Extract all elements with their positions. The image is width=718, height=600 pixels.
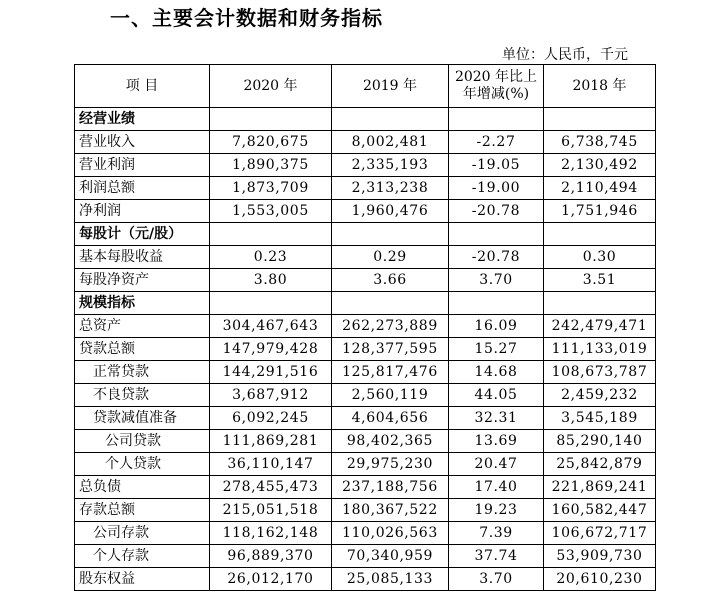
value-cell: -19.05 — [449, 154, 544, 177]
empty-cell — [332, 108, 449, 131]
header-2020: 2020 年 — [210, 65, 332, 108]
value-cell: 278,455,473 — [210, 476, 332, 499]
row-label: 营业收入 — [75, 131, 210, 154]
table-row — [75, 476, 656, 499]
value-cell: 221,869,241 — [544, 476, 656, 499]
value-cell: 2,459,232 — [544, 384, 656, 407]
value-cell: 3,687,912 — [210, 384, 332, 407]
page-title: 一、主要会计数据和财务指标 — [110, 6, 383, 30]
row-label: 不良贷款 — [75, 384, 210, 407]
value-cell: 0.30 — [544, 246, 656, 269]
header-change-line2: 年增减(%) — [462, 86, 530, 102]
value-cell: 180,367,522 — [332, 499, 449, 522]
value-cell: 160,582,447 — [544, 499, 656, 522]
row-label: 公司存款 — [75, 522, 210, 545]
value-cell: 3.80 — [210, 269, 332, 292]
row-label: 营业利润 — [75, 154, 210, 177]
table-row — [75, 361, 656, 384]
row-label: 公司贷款 — [75, 430, 210, 453]
value-cell: 1,890,375 — [210, 154, 332, 177]
value-cell: 7,820,675 — [210, 131, 332, 154]
empty-cell — [210, 292, 332, 315]
value-cell: 108,673,787 — [544, 361, 656, 384]
table-row — [75, 246, 656, 269]
header-item: 项 目 — [75, 65, 210, 108]
empty-cell — [332, 292, 449, 315]
value-cell: 98,402,365 — [332, 430, 449, 453]
value-cell: 70,340,959 — [332, 545, 449, 568]
table-row — [75, 430, 656, 453]
value-cell: 111,133,019 — [544, 338, 656, 361]
value-cell: 6,738,745 — [544, 131, 656, 154]
financial-indicators-table — [74, 64, 656, 591]
table-row — [75, 200, 656, 223]
value-cell: 215,051,518 — [210, 499, 332, 522]
header-change-line1: 2020 年比上 — [454, 69, 538, 85]
empty-cell — [449, 223, 544, 246]
value-cell: 125,817,476 — [332, 361, 449, 384]
section-label: 经营业绩 — [75, 108, 210, 131]
row-label: 贷款总额 — [75, 338, 210, 361]
row-label: 净利润 — [75, 200, 210, 223]
value-cell: 2,335,193 — [332, 154, 449, 177]
unit-label: 单位：人民币，千元 — [502, 47, 628, 63]
row-label: 存款总额 — [75, 499, 210, 522]
value-cell: 111,869,281 — [210, 430, 332, 453]
section-row — [75, 108, 656, 131]
section-row — [75, 223, 656, 246]
row-label: 总负债 — [75, 476, 210, 499]
value-cell: 3.51 — [544, 269, 656, 292]
value-cell: 3,545,189 — [544, 407, 656, 430]
empty-cell — [544, 108, 656, 131]
empty-cell — [449, 108, 544, 131]
header-change — [449, 65, 544, 108]
empty-cell — [332, 223, 449, 246]
value-cell: 242,479,471 — [544, 315, 656, 338]
value-cell: 110,026,563 — [332, 522, 449, 545]
row-label: 正常贷款 — [75, 361, 210, 384]
table-row — [75, 453, 656, 476]
value-cell: 1,751,946 — [544, 200, 656, 223]
value-cell: 0.23 — [210, 246, 332, 269]
table-row — [75, 154, 656, 177]
empty-cell — [210, 108, 332, 131]
value-cell: 25,085,133 — [332, 568, 449, 591]
table-row — [75, 338, 656, 361]
value-cell: 3.70 — [449, 568, 544, 591]
empty-cell — [210, 223, 332, 246]
value-cell: -19.00 — [449, 177, 544, 200]
value-cell: 26,012,170 — [210, 568, 332, 591]
value-cell: 304,467,643 — [210, 315, 332, 338]
table-row — [75, 522, 656, 545]
empty-cell — [544, 223, 656, 246]
table-row — [75, 499, 656, 522]
value-cell: 13.69 — [449, 430, 544, 453]
table-row — [75, 568, 656, 591]
row-label: 个人存款 — [75, 545, 210, 568]
value-cell: 19.23 — [449, 499, 544, 522]
row-label: 基本每股收益 — [75, 246, 210, 269]
header-2019: 2019 年 — [332, 65, 449, 108]
row-label: 每股净资产 — [75, 269, 210, 292]
value-cell: 2,110,494 — [544, 177, 656, 200]
value-cell: 16.09 — [449, 315, 544, 338]
row-label: 总资产 — [75, 315, 210, 338]
table-header-row — [75, 65, 656, 108]
row-label: 利润总额 — [75, 177, 210, 200]
value-cell: 1,553,005 — [210, 200, 332, 223]
value-cell: 96,889,370 — [210, 545, 332, 568]
value-cell: 7.39 — [449, 522, 544, 545]
value-cell: 53,909,730 — [544, 545, 656, 568]
empty-cell — [544, 292, 656, 315]
table-row — [75, 131, 656, 154]
value-cell: 128,377,595 — [332, 338, 449, 361]
value-cell: 44.05 — [449, 384, 544, 407]
row-label: 贷款减值准备 — [75, 407, 210, 430]
value-cell: 36,110,147 — [210, 453, 332, 476]
value-cell: 17.40 — [449, 476, 544, 499]
value-cell: 85,290,140 — [544, 430, 656, 453]
value-cell: 4,604,656 — [332, 407, 449, 430]
value-cell: 32.31 — [449, 407, 544, 430]
value-cell: 29,975,230 — [332, 453, 449, 476]
table-row — [75, 384, 656, 407]
value-cell: 15.27 — [449, 338, 544, 361]
value-cell: 237,188,756 — [332, 476, 449, 499]
section-row — [75, 292, 656, 315]
table-row — [75, 177, 656, 200]
table-row — [75, 269, 656, 292]
value-cell: 3.70 — [449, 269, 544, 292]
value-cell: 3.66 — [332, 269, 449, 292]
value-cell: 147,979,428 — [210, 338, 332, 361]
value-cell: 2,130,492 — [544, 154, 656, 177]
value-cell: 118,162,148 — [210, 522, 332, 545]
value-cell: -20.78 — [449, 200, 544, 223]
value-cell: 37.74 — [449, 545, 544, 568]
section-label: 每股计（元/股） — [75, 223, 210, 246]
value-cell: -2.27 — [449, 131, 544, 154]
value-cell: 2,313,238 — [332, 177, 449, 200]
row-label: 个人贷款 — [75, 453, 210, 476]
value-cell: 6,092,245 — [210, 407, 332, 430]
value-cell: 2,560,119 — [332, 384, 449, 407]
row-label: 股东权益 — [75, 568, 210, 591]
value-cell: 1,960,476 — [332, 200, 449, 223]
value-cell: 144,291,516 — [210, 361, 332, 384]
value-cell: 0.29 — [332, 246, 449, 269]
value-cell: 262,273,889 — [332, 315, 449, 338]
table-row — [75, 545, 656, 568]
section-label: 规模指标 — [75, 292, 210, 315]
value-cell: 14.68 — [449, 361, 544, 384]
value-cell: 20,610,230 — [544, 568, 656, 591]
value-cell: 106,672,717 — [544, 522, 656, 545]
value-cell: 20.47 — [449, 453, 544, 476]
value-cell: 8,002,481 — [332, 131, 449, 154]
table-row — [75, 407, 656, 430]
header-2018: 2018 年 — [544, 65, 656, 108]
value-cell: 25,842,879 — [544, 453, 656, 476]
empty-cell — [449, 292, 544, 315]
table-row — [75, 315, 656, 338]
value-cell: 1,873,709 — [210, 177, 332, 200]
value-cell: -20.78 — [449, 246, 544, 269]
